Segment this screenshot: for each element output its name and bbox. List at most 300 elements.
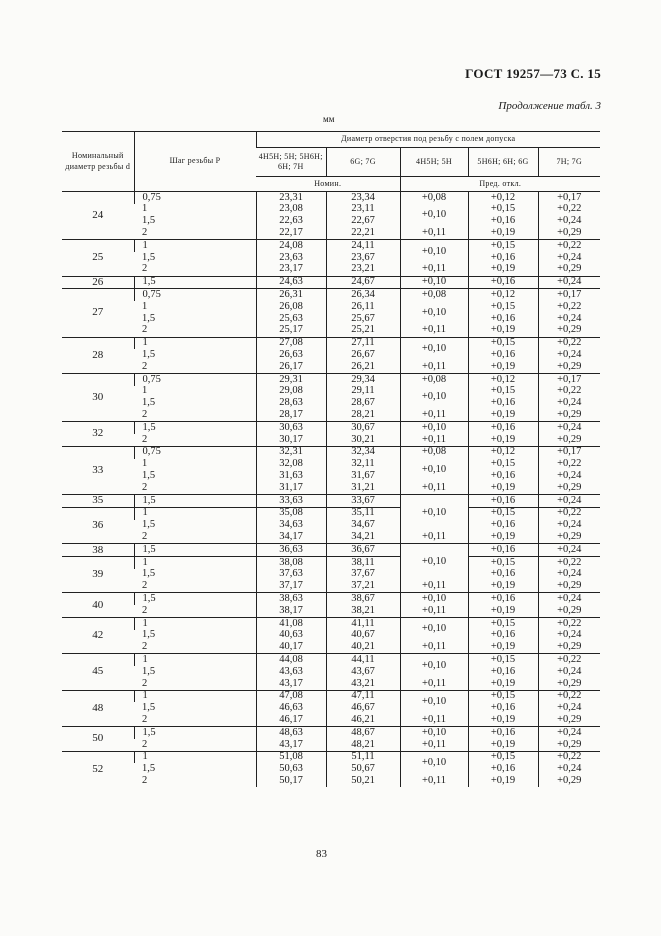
deviation-5h6h-cell: +0,19	[468, 325, 538, 337]
deviation-7h-cell: +0,29	[538, 605, 600, 617]
thread-step-cell: 1,5	[142, 349, 156, 360]
nominal-diameter-h-cell: 38,63	[256, 593, 326, 605]
deviation-5h6h-cell: +0,16	[468, 569, 538, 581]
nominal-diameter-g-cell: 37,21	[326, 581, 400, 593]
nominal-diameter-cell: 40	[62, 593, 134, 618]
nominal-diameter-g-cell: 44,11	[326, 654, 400, 666]
nominal-diameter-h-cell: 43,63	[256, 666, 326, 678]
deviation-7h-cell: +0,17	[538, 289, 600, 301]
nominal-diameter-g-cell: 27,11	[326, 337, 400, 349]
nominal-diameter-g-cell: 22,21	[326, 227, 400, 239]
deviation-5h6h-cell: +0,15	[468, 337, 538, 349]
table-header	[62, 132, 600, 192]
deviation-7h-cell: +0,22	[538, 690, 600, 702]
header-tolerance-4h5h-5h: 4H5H; 5H	[400, 148, 468, 177]
nominal-diameter-h-cell: 28,63	[256, 398, 326, 410]
table-row	[62, 654, 600, 666]
deviation-5h6h-cell: +0,19	[468, 739, 538, 751]
deviation-7h-cell: +0,29	[538, 678, 600, 690]
thread-step-cell: 1	[134, 337, 256, 349]
nominal-diameter-h-cell: 32,08	[256, 459, 326, 471]
nominal-diameter-g-cell: 43,21	[326, 678, 400, 690]
deviation-5h6h-cell: +0,16	[468, 520, 538, 532]
nominal-diameter-cell: 42	[62, 617, 134, 653]
thread-step-cell: 1,5	[142, 629, 156, 641]
deviation-7h-cell: +0,22	[538, 617, 600, 629]
deviation-7h-cell: +0,29	[538, 739, 600, 751]
nominal-diameter-g-cell: 40,67	[326, 630, 400, 642]
table-row	[62, 192, 600, 204]
deviation-4h5h-cell: +0,10	[400, 240, 468, 264]
thread-step-cell: 1	[142, 458, 148, 470]
table-row	[62, 775, 600, 787]
deviation-4h5h-cell: +0,11	[400, 227, 468, 239]
deviation-5h6h-cell: +0,19	[468, 264, 538, 276]
deviation-7h-cell: +0,24	[538, 666, 600, 678]
deviation-7h-cell: +0,22	[538, 507, 600, 519]
nominal-diameter-h-cell: 23,31	[256, 192, 326, 204]
nominal-diameter-g-cell: 37,67	[326, 569, 400, 581]
nominal-diameter-h-cell: 37,63	[256, 569, 326, 581]
thread-step-cell: 1,5	[134, 544, 256, 557]
nominal-diameter-g-cell: 23,67	[326, 252, 400, 264]
thread-step-cell: 1,5	[134, 422, 256, 434]
nominal-diameter-h-cell: 26,31	[256, 289, 326, 301]
nominal-diameter-g-cell: 50,67	[326, 763, 400, 775]
deviation-5h6h-cell: +0,15	[468, 556, 538, 568]
deviation-4h5h-cell: +0,11	[400, 678, 468, 690]
header-tolerance-6g-7g: 6G; 7G	[326, 148, 400, 177]
nominal-diameter-h-cell: 48,63	[256, 727, 326, 739]
thread-step-cell: 1,5	[142, 666, 156, 677]
nominal-diameter-h-cell: 43,17	[256, 739, 326, 751]
nominal-diameter-g-cell: 46,21	[326, 714, 400, 726]
thread-step-cell: 0,75	[134, 446, 256, 458]
nominal-diameter-cell: 30	[62, 373, 134, 421]
nominal-diameter-g-cell: 29,34	[326, 373, 400, 385]
nominal-diameter-g-cell: 31,21	[326, 482, 400, 494]
deviation-7h-cell: +0,24	[538, 494, 600, 507]
thread-step-cell: 0,75	[134, 289, 256, 301]
table-row	[62, 289, 600, 301]
header-limit-deviation: Пред. откл.	[400, 177, 600, 192]
thread-step-cell: 1,5	[142, 519, 156, 531]
nominal-diameter-g-cell: 28,67	[326, 398, 400, 410]
nominal-diameter-h-cell: 37,17	[256, 581, 326, 593]
deviation-4h5h-cell: +0,11	[400, 581, 468, 593]
deviation-5h6h-cell: +0,15	[468, 654, 538, 666]
deviation-7h-cell: +0,17	[538, 446, 600, 458]
nominal-diameter-g-cell: 24,67	[326, 276, 400, 289]
deviation-5h6h-cell: +0,16	[468, 398, 538, 410]
nominal-diameter-g-cell: 31,67	[326, 470, 400, 482]
deviation-4h5h-cell: +0,10	[400, 301, 468, 325]
table-row	[62, 482, 600, 494]
nominal-diameter-h-cell: 29,08	[256, 386, 326, 398]
table-continuation-label: Продолжение табл. 3	[498, 100, 601, 112]
deviation-5h6h-cell: +0,19	[468, 581, 538, 593]
thread-step-cell: 2	[142, 531, 148, 542]
thread-step-cell: 1,5	[134, 276, 256, 289]
thread-step-cell: 1	[134, 507, 256, 519]
table-row	[62, 593, 600, 605]
nominal-diameter-g-cell: 26,34	[326, 289, 400, 301]
deviation-5h6h-cell: +0,16	[468, 727, 538, 739]
deviation-4h5h-cell: +0,10	[400, 727, 468, 739]
table-row	[62, 301, 600, 313]
deviation-7h-cell: +0,24	[538, 520, 600, 532]
thread-step-cell: 2	[142, 227, 148, 239]
nominal-diameter-g-cell: 26,21	[326, 361, 400, 373]
deviation-7h-cell: +0,24	[538, 398, 600, 410]
thread-step-cell: 0,75	[134, 192, 256, 204]
thread-step-cell: 2	[142, 641, 148, 653]
deviation-4h5h-cell: +0,10	[400, 422, 468, 434]
nominal-diameter-g-cell: 26,67	[326, 349, 400, 361]
thread-step-cell: 1	[134, 240, 256, 252]
nominal-diameter-h-cell: 47,08	[256, 690, 326, 702]
table-row	[62, 702, 600, 714]
deviation-4h5h-cell: +0,10	[400, 690, 468, 714]
deviation-7h-cell: +0,22	[538, 751, 600, 763]
deviation-4h5h-cell: +0,10	[400, 386, 468, 410]
thread-step-cell: 1	[142, 203, 148, 215]
deviation-4h5h-cell: +0,08	[400, 446, 468, 458]
header-tolerance-5h6h-6h-6g: 5H6H; 6H; 6G	[468, 148, 538, 177]
deviation-7h-cell: +0,22	[538, 556, 600, 568]
deviation-7h-cell: +0,17	[538, 192, 600, 204]
nominal-diameter-g-cell: 40,21	[326, 641, 400, 653]
nominal-diameter-h-cell: 24,63	[256, 276, 326, 289]
deviation-7h-cell: +0,24	[538, 216, 600, 228]
table-row	[62, 751, 600, 763]
nominal-diameter-g-cell: 33,67	[326, 494, 400, 507]
deviation-4h5h-cell: +0,11	[400, 361, 468, 373]
table-row	[62, 544, 600, 557]
deviation-4h5h-cell: +0,10	[400, 459, 468, 483]
deviation-5h6h-cell: +0,19	[468, 641, 538, 653]
nominal-diameter-h-cell: 40,17	[256, 641, 326, 653]
nominal-diameter-g-cell: 25,67	[326, 313, 400, 325]
header-tolerance-4h5h-7h: 4H5H; 5H; 5H6H; 6H; 7H	[256, 148, 326, 177]
deviation-5h6h-cell: +0,16	[468, 252, 538, 264]
thread-step-cell: 1,5	[134, 494, 256, 507]
nominal-diameter-g-cell: 48,21	[326, 739, 400, 751]
table-row	[62, 434, 600, 446]
nominal-diameter-g-cell: 30,67	[326, 422, 400, 434]
nominal-diameter-h-cell: 43,17	[256, 678, 326, 690]
deviation-5h6h-cell: +0,15	[468, 459, 538, 471]
nominal-diameter-cell: 35	[62, 494, 134, 507]
nominal-diameter-cell: 24	[62, 192, 134, 240]
header-tolerance-7h-7g: 7H; 7G	[538, 148, 600, 177]
deviation-7h-cell: +0,22	[538, 337, 600, 349]
deviation-4h5h-cell: +0,10	[400, 337, 468, 361]
table-row	[62, 641, 600, 653]
nominal-diameter-h-cell: 41,08	[256, 617, 326, 629]
table-row	[62, 739, 600, 751]
thread-step-cell: 1	[134, 690, 256, 702]
thread-step-cell: 2	[142, 263, 148, 275]
nominal-diameter-h-cell: 50,17	[256, 775, 326, 787]
nominal-diameter-h-cell: 36,63	[256, 544, 326, 557]
deviation-7h-cell: +0,29	[538, 434, 600, 446]
deviation-5h6h-cell: +0,12	[468, 289, 538, 301]
thread-step-cell: 1	[134, 654, 256, 666]
nominal-diameter-g-cell: 30,21	[326, 434, 400, 446]
nominal-diameter-h-cell: 28,17	[256, 409, 326, 421]
thread-step-cell: 2	[142, 714, 148, 725]
table-row	[62, 494, 600, 507]
deviation-4h5h-cell: +0,11	[400, 482, 468, 494]
thread-step-cell: 1,5	[142, 397, 156, 409]
nominal-diameter-h-cell: 51,08	[256, 751, 326, 763]
deviation-4h5h-cell: +0,10	[400, 204, 468, 228]
table-row	[62, 422, 600, 434]
deviation-5h6h-cell: +0,16	[468, 544, 538, 557]
deviation-7h-cell: +0,24	[538, 593, 600, 605]
nominal-diameter-g-cell: 23,11	[326, 204, 400, 216]
nominal-diameter-cell: 28	[62, 337, 134, 373]
nominal-diameter-g-cell: 34,67	[326, 520, 400, 532]
deviation-5h6h-cell: +0,12	[468, 192, 538, 204]
thread-hole-diameter-table	[62, 131, 600, 787]
deviation-5h6h-cell: +0,19	[468, 482, 538, 494]
thread-step-cell: 2	[142, 482, 148, 493]
deviation-5h6h-cell: +0,15	[468, 690, 538, 702]
table-row	[62, 204, 600, 216]
deviation-7h-cell: +0,29	[538, 361, 600, 373]
table-body	[62, 192, 600, 788]
table-row	[62, 556, 600, 568]
nominal-diameter-h-cell: 23,08	[256, 204, 326, 216]
nominal-diameter-h-cell: 40,63	[256, 630, 326, 642]
nominal-diameter-h-cell: 38,08	[256, 556, 326, 568]
nominal-diameter-h-cell: 25,63	[256, 313, 326, 325]
deviation-4h5h-cell: +0,10	[400, 544, 468, 581]
deviation-5h6h-cell: +0,16	[468, 593, 538, 605]
nominal-diameter-g-cell: 38,21	[326, 605, 400, 617]
deviation-5h6h-cell: +0,19	[468, 775, 538, 787]
nominal-diameter-cell: 50	[62, 727, 134, 752]
deviation-5h6h-cell: +0,19	[468, 227, 538, 239]
thread-step-cell: 2	[142, 775, 148, 786]
deviation-5h6h-cell: +0,16	[468, 763, 538, 775]
deviation-5h6h-cell: +0,15	[468, 301, 538, 313]
nominal-diameter-cell: 25	[62, 240, 134, 276]
nominal-diameter-h-cell: 38,17	[256, 605, 326, 617]
header-nominal: Номин.	[256, 177, 400, 192]
thread-step-cell: 2	[142, 677, 148, 689]
table-row	[62, 349, 600, 361]
deviation-7h-cell: +0,29	[538, 775, 600, 787]
deviation-5h6h-cell: +0,15	[468, 507, 538, 519]
deviation-5h6h-cell: +0,19	[468, 531, 538, 543]
nominal-diameter-h-cell: 31,17	[256, 482, 326, 494]
nominal-diameter-g-cell: 28,21	[326, 409, 400, 421]
table-row	[62, 227, 600, 239]
deviation-7h-cell: +0,29	[538, 581, 600, 593]
table-row	[62, 446, 600, 458]
document-header: ГОСТ 19257—73 С. 15	[465, 66, 601, 81]
table-row	[62, 507, 600, 519]
nominal-diameter-h-cell: 35,08	[256, 507, 326, 519]
deviation-4h5h-cell: +0,11	[400, 641, 468, 653]
deviation-5h6h-cell: +0,16	[468, 494, 538, 507]
nominal-diameter-cell: 39	[62, 556, 134, 592]
header-hole-diameter-group: Диаметр отверстия под резьбу с полем допуска	[256, 132, 600, 148]
thread-step-cell: 2	[142, 605, 148, 616]
table-row	[62, 276, 600, 289]
deviation-7h-cell: +0,24	[538, 702, 600, 714]
deviation-5h6h-cell: +0,16	[468, 313, 538, 325]
deviation-7h-cell: +0,24	[538, 470, 600, 482]
deviation-5h6h-cell: +0,19	[468, 361, 538, 373]
nominal-diameter-cell: 38	[62, 544, 134, 557]
thread-step-cell: 1,5	[142, 702, 156, 714]
deviation-7h-cell: +0,29	[538, 325, 600, 337]
deviation-5h6h-cell: +0,16	[468, 349, 538, 361]
thread-step-cell: 2	[142, 580, 148, 592]
nominal-diameter-g-cell: 41,11	[326, 617, 400, 629]
nominal-diameter-h-cell: 24,08	[256, 240, 326, 252]
deviation-4h5h-cell: +0,08	[400, 373, 468, 385]
nominal-diameter-cell: 48	[62, 690, 134, 726]
deviation-4h5h-cell: +0,08	[400, 192, 468, 204]
deviation-5h6h-cell: +0,16	[468, 630, 538, 642]
nominal-diameter-cell: 45	[62, 654, 134, 690]
thread-step-cell: 1	[134, 556, 256, 568]
nominal-diameter-g-cell: 50,21	[326, 775, 400, 787]
table-row	[62, 325, 600, 337]
deviation-5h6h-cell: +0,15	[468, 751, 538, 763]
thread-step-cell: 1	[134, 751, 256, 763]
deviation-7h-cell: +0,29	[538, 531, 600, 543]
table-row	[62, 531, 600, 543]
table-row	[62, 630, 600, 642]
deviation-7h-cell: +0,22	[538, 204, 600, 216]
deviation-4h5h-cell: +0,11	[400, 739, 468, 751]
deviation-7h-cell: +0,29	[538, 482, 600, 494]
nominal-diameter-g-cell: 32,11	[326, 459, 400, 471]
deviation-5h6h-cell: +0,19	[468, 409, 538, 421]
deviation-4h5h-cell: +0,11	[400, 264, 468, 276]
nominal-diameter-h-cell: 27,08	[256, 337, 326, 349]
nominal-diameter-h-cell: 34,17	[256, 531, 326, 543]
table-row	[62, 373, 600, 385]
nominal-diameter-cell: 36	[62, 507, 134, 543]
deviation-7h-cell: +0,24	[538, 569, 600, 581]
table-row	[62, 361, 600, 373]
deviation-4h5h-cell: +0,11	[400, 325, 468, 337]
table-row	[62, 666, 600, 678]
header-nominal-diameter: Номинальный диаметр резьбы d	[62, 132, 134, 192]
deviation-5h6h-cell: +0,16	[468, 422, 538, 434]
deviation-7h-cell: +0,29	[538, 714, 600, 726]
nominal-diameter-g-cell: 43,67	[326, 666, 400, 678]
thread-step-cell: 1,5	[134, 727, 256, 739]
header-thread-step: Шаг резьбы P	[134, 132, 256, 192]
deviation-4h5h-cell: +0,10	[400, 276, 468, 289]
table-row	[62, 581, 600, 593]
deviation-7h-cell: +0,24	[538, 727, 600, 739]
nominal-diameter-cell: 32	[62, 422, 134, 447]
nominal-diameter-g-cell: 23,34	[326, 192, 400, 204]
deviation-7h-cell: +0,29	[538, 641, 600, 653]
nominal-diameter-h-cell: 32,31	[256, 446, 326, 458]
nominal-diameter-h-cell: 33,63	[256, 494, 326, 507]
deviation-7h-cell: +0,22	[538, 301, 600, 313]
nominal-diameter-h-cell: 30,17	[256, 434, 326, 446]
deviation-4h5h-cell: +0,08	[400, 289, 468, 301]
deviation-4h5h-cell: +0,11	[400, 605, 468, 617]
nominal-diameter-g-cell: 46,67	[326, 702, 400, 714]
deviation-4h5h-cell: +0,11	[400, 714, 468, 726]
table-row	[62, 617, 600, 629]
table-row	[62, 727, 600, 739]
table-row	[62, 337, 600, 349]
deviation-5h6h-cell: +0,16	[468, 666, 538, 678]
deviation-5h6h-cell: +0,15	[468, 240, 538, 252]
table-row	[62, 252, 600, 264]
deviation-5h6h-cell: +0,16	[468, 216, 538, 228]
thread-step-cell: 1,5	[142, 215, 156, 227]
thread-step-cell: 1,5	[142, 251, 156, 263]
deviation-7h-cell: +0,29	[538, 264, 600, 276]
deviation-5h6h-cell: +0,12	[468, 373, 538, 385]
thread-step-cell: 2	[142, 409, 148, 420]
deviation-4h5h-cell: +0,11	[400, 409, 468, 421]
deviation-7h-cell: +0,24	[538, 422, 600, 434]
deviation-7h-cell: +0,24	[538, 252, 600, 264]
thread-step-cell: 1,5	[142, 312, 156, 324]
deviation-5h6h-cell: +0,19	[468, 434, 538, 446]
deviation-5h6h-cell: +0,16	[468, 276, 538, 289]
thread-step-cell: 1	[142, 385, 148, 397]
nominal-diameter-g-cell: 48,67	[326, 727, 400, 739]
deviation-4h5h-cell: +0,10	[400, 654, 468, 678]
nominal-diameter-g-cell: 24,11	[326, 240, 400, 252]
nominal-diameter-g-cell: 29,11	[326, 386, 400, 398]
nominal-diameter-h-cell: 22,63	[256, 216, 326, 228]
thread-step-cell: 1	[142, 301, 148, 312]
nominal-diameter-h-cell: 25,17	[256, 325, 326, 337]
thread-step-cell: 2	[142, 738, 148, 750]
nominal-diameter-h-cell: 31,63	[256, 470, 326, 482]
deviation-7h-cell: +0,17	[538, 373, 600, 385]
nominal-diameter-g-cell: 25,21	[326, 325, 400, 337]
thread-step-cell: 1,5	[142, 763, 156, 775]
deviation-5h6h-cell: +0,19	[468, 714, 538, 726]
nominal-diameter-h-cell: 44,08	[256, 654, 326, 666]
nominal-diameter-h-cell: 26,63	[256, 349, 326, 361]
nominal-diameter-h-cell: 30,63	[256, 422, 326, 434]
nominal-diameter-g-cell: 26,11	[326, 301, 400, 313]
table-row	[62, 386, 600, 398]
deviation-4h5h-cell: +0,11	[400, 434, 468, 446]
table-row	[62, 313, 600, 325]
deviation-4h5h-cell: +0,10	[400, 593, 468, 605]
table-row	[62, 605, 600, 617]
deviation-4h5h-cell: +0,10	[400, 751, 468, 775]
table-row	[62, 470, 600, 482]
nominal-diameter-g-cell: 34,21	[326, 531, 400, 543]
deviation-5h6h-cell: +0,12	[468, 446, 538, 458]
thread-step-cell: 1	[134, 617, 256, 629]
table-row	[62, 398, 600, 410]
thread-step-cell: 2	[142, 324, 148, 336]
nominal-diameter-h-cell: 29,31	[256, 373, 326, 385]
